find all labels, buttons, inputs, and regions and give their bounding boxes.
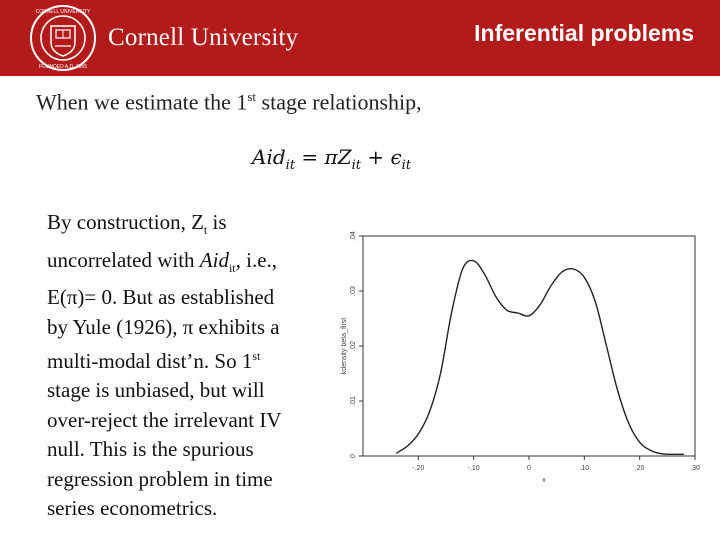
- eq-plus: +: [360, 145, 391, 169]
- body-line-10: series econometrics.: [47, 496, 218, 521]
- body-l2-sub: it: [228, 260, 236, 275]
- slide-title: Inferential problems: [474, 20, 694, 46]
- y-tick-label: .04: [350, 231, 357, 241]
- eq-pi: π: [324, 145, 338, 169]
- intro-text-after: stage relationship,: [256, 89, 422, 115]
- eq-eps: ϵ: [390, 145, 402, 169]
- eq-z-sub: it: [351, 158, 361, 173]
- body-l5-sup: st: [252, 349, 261, 363]
- body-line-2: [47, 246, 337, 284]
- university-name: Cornell University: [108, 24, 299, 51]
- x-tick-label: 0: [527, 465, 531, 472]
- cornell-seal-icon: [29, 4, 97, 72]
- plot-frame: [363, 236, 695, 456]
- header-bar: [0, 0, 720, 76]
- body-l2-b: , i.e.,: [235, 247, 278, 272]
- body-l2-italic: Aid: [199, 247, 229, 272]
- body-line-9: regression problem in time: [47, 466, 273, 491]
- body-l1-sub: t: [203, 223, 208, 238]
- body-line-5: [47, 342, 337, 376]
- y-tick-label: .02: [350, 341, 357, 351]
- intro-superscript: st: [247, 89, 257, 104]
- body-line-3: E(π)= 0. But as established: [47, 285, 275, 310]
- x-tick-label: .20: [634, 465, 645, 472]
- y-tick-label: .01: [350, 396, 357, 406]
- eq-lhs: Aid: [252, 145, 286, 169]
- body-line-1: [47, 208, 337, 246]
- body-paragraph: [47, 208, 337, 523]
- svg-text:CORNELL UNIVERSITY: CORNELL UNIVERSITY: [35, 9, 91, 15]
- eq-lhs-sub: it: [285, 158, 296, 173]
- y-tick-label: .03: [350, 286, 357, 296]
- intro-text-before: When we estimate the 1: [36, 89, 248, 115]
- x-tick-label: .10: [579, 465, 590, 472]
- density-curve: [396, 260, 684, 454]
- body-l1-b: is: [207, 210, 227, 234]
- x-axis-label: x: [542, 477, 546, 484]
- body-line-4: by Yule (1926), π exhibits a: [47, 314, 280, 339]
- x-tick-label: .30: [690, 465, 700, 472]
- kdensity-chart: [333, 218, 698, 490]
- body-l1-a: By construction, Z: [47, 210, 204, 234]
- y-axis-label: kdensity beta_first: [341, 317, 348, 375]
- eq-eps-sub: it: [401, 158, 412, 173]
- svg-text:FOUNDED A.D. 1865: FOUNDED A.D. 1865: [38, 64, 88, 70]
- body-l2-a: uncorrelated with: [47, 247, 200, 272]
- body-line-6: stage is unbiased, but will: [47, 378, 265, 403]
- x-tick-label: -.20: [412, 465, 425, 472]
- body-line-8: null. This is the spurious: [47, 437, 254, 462]
- y-tick-label: 0: [350, 454, 357, 458]
- body-l5-a: multi-modal dist’n. So 1: [47, 349, 253, 373]
- first-stage-equation: [252, 145, 411, 173]
- x-tick-label: -.10: [467, 465, 480, 472]
- eq-z: Z: [337, 145, 352, 169]
- body-line-7: over-reject the irrelevant IV: [47, 407, 282, 432]
- eq-equals: =: [295, 145, 325, 169]
- intro-text: [36, 89, 422, 115]
